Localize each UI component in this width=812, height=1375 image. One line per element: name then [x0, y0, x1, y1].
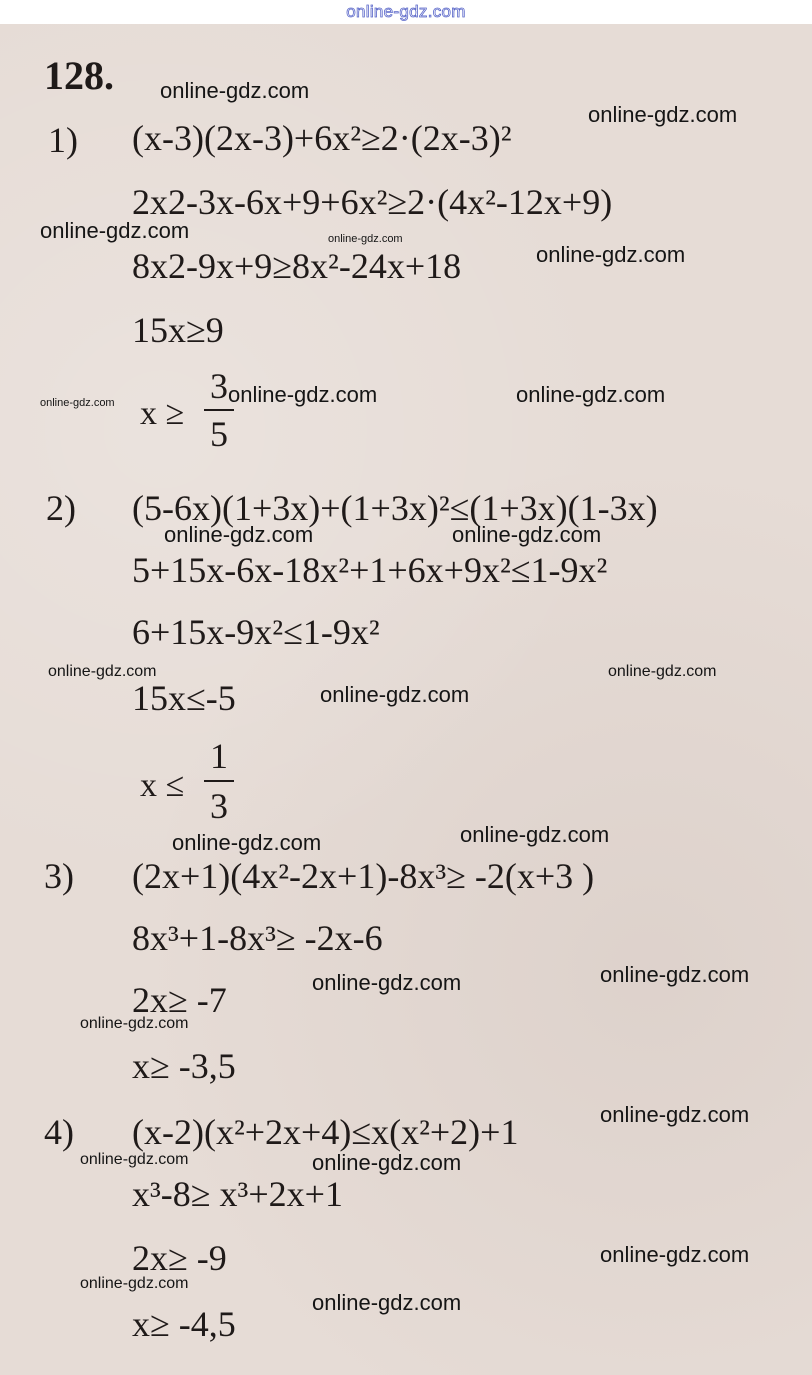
watermark: online-gdz.com: [536, 242, 686, 267]
part-2-answer-lhs: x ≤: [140, 767, 185, 804]
part-1-label: 1): [48, 120, 78, 160]
part-2-fraction-bar: [204, 780, 234, 782]
part-1-line-3: 8x2-9x+9≥8x²-24x+18: [132, 246, 462, 286]
part-1-fraction-bar: [204, 409, 234, 411]
site-header: [0, 0, 812, 24]
watermark: online-gdz.com: [320, 682, 470, 707]
watermark: online-gdz.com: [328, 233, 403, 245]
part-2-label: 2): [46, 488, 76, 528]
part-1-answer-denominator: 5: [210, 414, 228, 454]
watermark: online-gdz.com: [172, 830, 322, 855]
part-3-line-4: x≥ -3,5: [132, 1046, 236, 1086]
watermark: online-gdz.com: [40, 397, 115, 409]
watermark: online-gdz.com: [48, 663, 157, 680]
part-2-answer-denominator: 3: [210, 786, 228, 826]
watermark: online-gdz.com: [588, 102, 738, 127]
watermark: online-gdz.com: [600, 962, 750, 987]
part-3-line-1: (2x+1)(4x²-2x+1)-8x³≥ -2(x+3 ): [132, 856, 595, 896]
part-2-line-4: 15x≤-5: [132, 678, 236, 718]
watermark: online-gdz.com: [608, 663, 717, 680]
part-3-line-2: 8x³+1-8x³≥ -2x-6: [132, 918, 383, 958]
watermark: online-gdz.com: [80, 1015, 189, 1032]
watermark: online-gdz.com: [452, 522, 602, 547]
watermark: online-gdz.com: [80, 1275, 189, 1292]
part-2-line-3: 6+15x-9x²≤1-9x²: [132, 612, 380, 652]
watermark: online-gdz.com: [312, 970, 462, 995]
part-2-line-2: 5+15x-6x-18x²+1+6x+9x²≤1-9x²: [132, 550, 608, 590]
part-1-answer-numerator: 3: [210, 366, 228, 406]
watermark: online-gdz.com: [160, 78, 310, 103]
watermark: online-gdz.com: [312, 1290, 462, 1315]
part-2-answer-numerator: 1: [210, 736, 228, 776]
problem-number: 128.: [44, 53, 114, 98]
watermark: online-gdz.com: [228, 382, 378, 407]
part-3-line-3: 2x≥ -7: [132, 980, 227, 1020]
part-1-answer-lhs: x ≥: [140, 395, 185, 432]
watermark: online-gdz.com: [80, 1151, 189, 1168]
watermark: online-gdz.com: [600, 1102, 750, 1127]
part-1-line-1: (x-3)(2x-3)+6x²≥2·(2x-3)²: [132, 118, 512, 158]
part-1-line-2: 2x2-3x-6x+9+6x²≥2·(4x²-12x+9): [132, 182, 613, 222]
part-4-line-1: (x-2)(x²+2x+4)≤x(x²+2)+1: [132, 1112, 519, 1152]
site-logo-text[interactable]: online-gdz.com: [346, 2, 466, 21]
watermark: online-gdz.com: [164, 522, 314, 547]
part-4-line-2: x³-8≥ x³+2x+1: [132, 1174, 343, 1214]
watermark: online-gdz.com: [600, 1242, 750, 1267]
part-4-line-3: 2x≥ -9: [132, 1238, 227, 1278]
part-2-line-1: (5-6x)(1+3x)+(1+3x)²≤(1+3x)(1-3x): [132, 488, 658, 528]
part-4-label: 4): [44, 1112, 74, 1152]
watermark: online-gdz.com: [40, 218, 190, 243]
watermark: online-gdz.com: [460, 822, 610, 847]
part-4-line-4: x≥ -4,5: [132, 1304, 236, 1344]
part-3-label: 3): [44, 856, 74, 896]
watermark: online-gdz.com: [312, 1150, 462, 1175]
watermark: online-gdz.com: [516, 382, 666, 407]
part-1-line-4: 15x≥9: [132, 310, 224, 350]
